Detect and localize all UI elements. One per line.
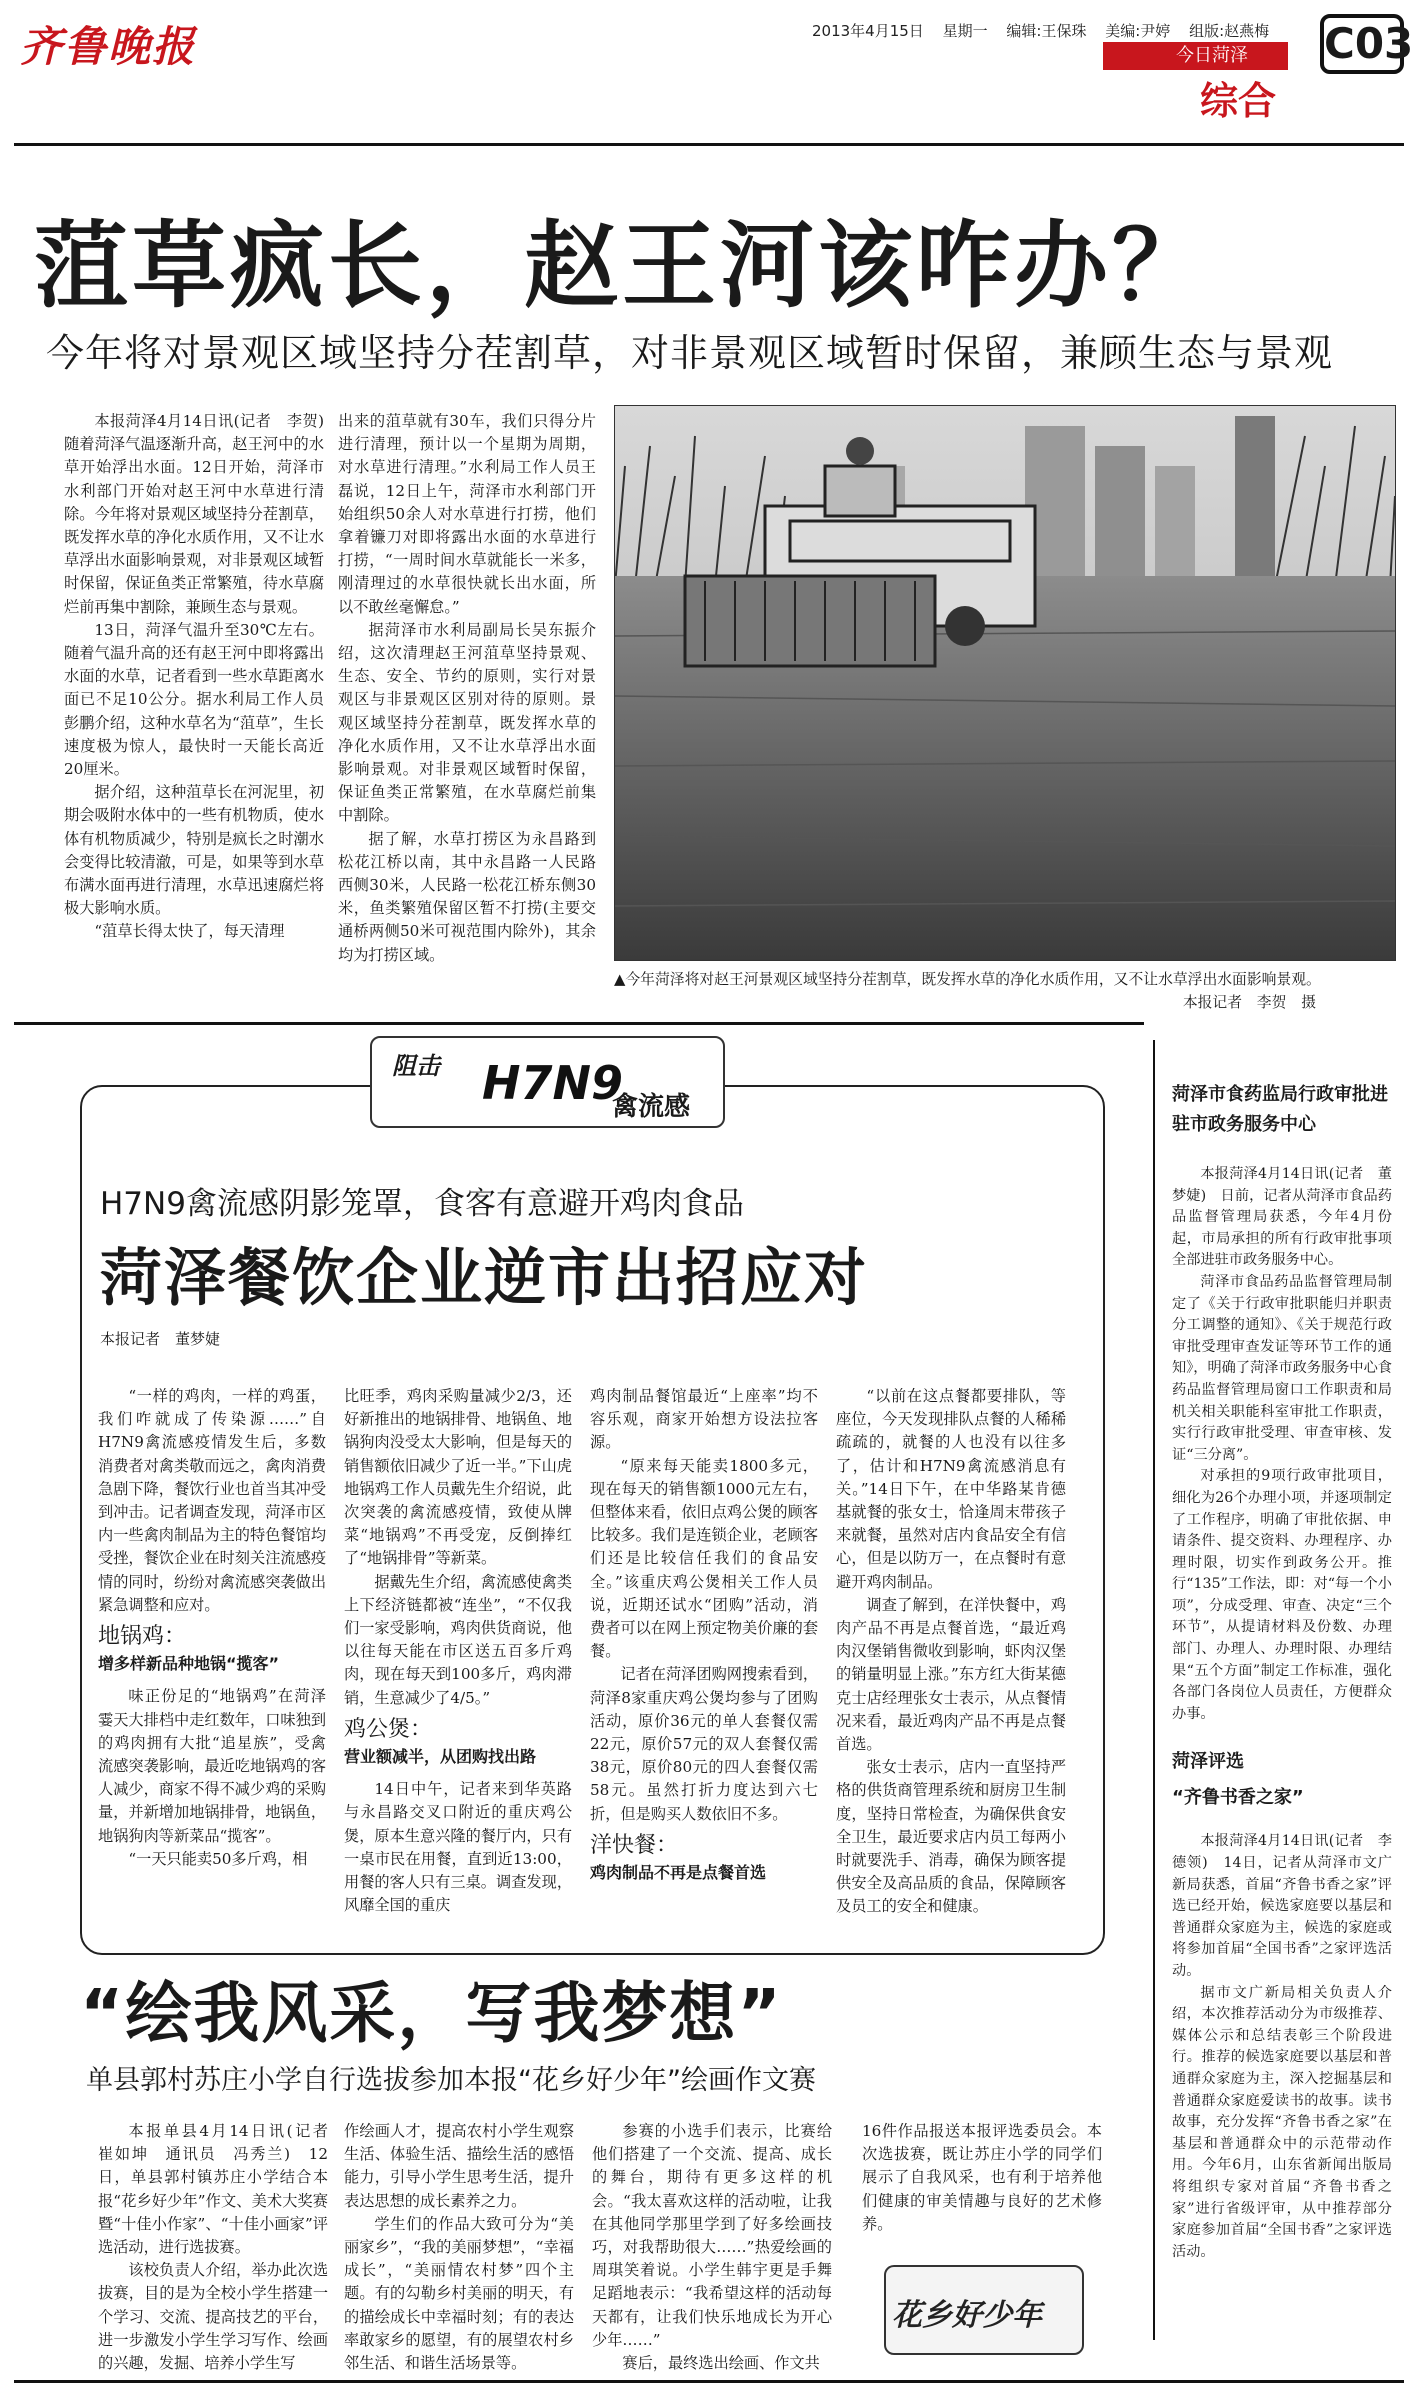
sidebar-item2-kicker: 菏泽评选	[1172, 1751, 1244, 1773]
sidebar-item2-body	[1172, 1831, 1392, 2263]
article1-column-1	[64, 410, 340, 944]
issue-editor: 编辑:王保珠	[1006, 22, 1087, 40]
h7n9-kicker: H7N9禽流感阴影笼罩，食客有意避开鸡肉食品	[100, 1186, 744, 1222]
page-number: C03	[1320, 14, 1404, 74]
issue-proof: 组版:赵燕梅	[1189, 22, 1270, 40]
paragraph: 张女士表示，店内一直坚持严格的供货商管理系统和厨房卫生制度，坚持日常检查，为确保供食安全卫生，最近要求店内员工每两小时就要洗手、消毒，确保为顾客提供安全及高品质的食品，保障顾客及员工的安全和健康。	[836, 1758, 1066, 1916]
article1-headline: 菹草疯长，赵王河该咋办？	[34, 212, 1211, 321]
newspaper-logo: 齐鲁晚报	[20, 22, 197, 71]
article3-column-2	[344, 2120, 574, 2375]
h7n9-logo-sub: 禽流感	[612, 1092, 691, 1122]
sidebar-item2-title: “齐鲁书香之家”	[1172, 1787, 1304, 1809]
paragraph: 13日，菏泽气温升至30℃左右。随着气温升高的还有赵王河中即将露出水面的水草，记者看到一些水草距离水面已不足10公分。据水利局工作人员彭鹏介绍，这种水草名为“菹草”，生长速度极为惊人，最快时一天能长高近20厘米。	[64, 620, 324, 779]
article3-column-3	[592, 2120, 832, 2375]
paragraph: 菏泽市食品药品监督管理局制定了《关于行政审批职能归并职责分工调整的通知》、《关于规范行政审批受理审查发证等环节工作的通知》，明确了菏泽市政务服务中心食药品监督管理局窗口工作职责和局机关相关职能科室审批工作职责，实行行政审批受理、审查审核、发证“三分离”。	[1172, 1273, 1392, 1463]
h7n9-column-3	[590, 1385, 818, 1894]
subhead-diguoji: 地锅鸡：	[98, 1624, 187, 1650]
paragraph: 16件作品报送本报评选委员会。本次选拔赛，既让苏庄小学的同学们展示了自我风采，也有利于培养他们健康的审美情趣与良好的艺术修养。	[862, 2122, 1102, 2233]
paragraph: 对承担的9项行政审批项目，细化为26个办理小项，并逐项制定了工作程序，明确了审批依据、申请条件、提交资料、办理程序、办理时限，切实作到政务公开。推行“135”工作法，即：对“每一个小项”，分成受理、审查、决定“三个环节”，从提请材料及份数、办理部门、办理人、办理时限、办理结果“五个方面”制定工作标准，强化各部门各岗位人员责任，方便群众办事。	[1172, 1468, 1392, 1722]
paragraph: 赛后，最终选出绘画、作文共	[622, 2354, 820, 2373]
paragraph: 该校负责人介绍，举办此次选拔赛，目的是为全校小学生搭建一个学习、交流、提高技艺的平台，进一步激发小学生学习写作、绘画的兴趣，发掘、培养小学生写	[98, 2261, 328, 2373]
h7n9-column-4	[836, 1385, 1066, 1919]
paragraph: 学生们的作品大致可分为“美丽家乡”，“我的美丽梦想”，“幸福成长”，“美丽情农村梦”四个主题。有的勾勒乡村美丽的明天，有的描绘成长中幸福时刻；有的表达率敢家乡的愿望，有的展望农村乡邻生活、和谐生活场景等。	[344, 2214, 574, 2373]
paragraph: 本报单县4月14日讯(记者 崔如坤 通讯员 冯秀兰) 12日，单县郭村镇苏庄小学结合本报“花乡好少年”作文、美术大奖赛暨“十佳小作家”、“十佳小画家”评选活动，进行选拔赛。	[98, 2122, 344, 2257]
article3-headline: “绘我风采，写我梦想”	[80, 1975, 783, 2052]
h7n9-headline: 菏泽餐饮企业逆市出招应对	[100, 1241, 869, 1314]
sidebar	[1172, 1080, 1392, 2263]
h7n9-logo-main: H7N9	[482, 1056, 624, 1110]
top-divider	[14, 143, 1404, 146]
paragraph: 鸡肉制品餐馆最近“上座率”均不容乐观，商家开始想方设法拉客源。	[590, 1387, 818, 1452]
issue-weekday: 星期一	[942, 22, 988, 40]
paragraph: “菹草长得太快了，每天清理	[94, 922, 285, 941]
article1-subheadline: 今年将对景观区域坚持分茬割草，对非景观区域暂时保留，兼顾生态与景观	[46, 331, 1334, 375]
paragraph: “一天只能卖50多斤鸡，相	[128, 1849, 308, 1868]
h7n9-column-2	[344, 1385, 572, 1917]
issue-info	[812, 20, 1283, 41]
article3-column-4	[862, 2120, 1102, 2236]
paragraph: 据菏泽市水利局副局长吴东振介绍，这次清理赵王河菹草坚持景观、生态、安全、节约的原则，实行对景观区与非景观区区别对待的原则。景观区域坚持分茬割草，既发挥水草的净化水质作用，又不让水草浮出水面影响景观。对非景观区域暂时保留，保证鱼类正常繁殖，在水草腐烂前集中割除。	[338, 620, 596, 825]
paragraph: 记者在菏泽团购网搜索看到，菏泽8家重庆鸡公煲均参与了团购活动，原价36元的单人套餐仅需22元，原价57元的双人套餐仅需38元，原价80元的四人套餐仅需58元。虽然打折力度达到六七折，但是购买人数依旧不多。	[590, 1665, 818, 1823]
h7n9-column-1	[98, 1385, 326, 1871]
section-tag: 今日菏泽	[1103, 42, 1288, 70]
river-cleanup-photo	[614, 405, 1396, 961]
issue-date: 2013年4月15日	[812, 22, 924, 40]
paragraph: 据市文广新局相关负责人介绍，本次推荐活动分为市级推荐、媒体公示和总结表彰三个阶段进行。推荐的候选家庭要以基层和普通群众家庭为主，深入挖掘基层和普通群众家庭爱读书的故事。读书故事，充分发挥“齐鲁书香之家”在基层和普通群众中的示范带动作用。今年6月，山东省新闻出版局将组织专家对首届“齐鲁书香之家”进行省级评审，从中推荐部分家庭参加首届“全国书香”之家评选活动。	[1172, 1984, 1392, 2260]
mid-divider	[14, 1022, 1144, 1025]
paragraph: 调查了解到，在洋快餐中，鸡肉产品不再是点餐首选，“最近鸡肉汉堡销售微收到影响，虾肉汉堡的销量明显上涨。”东方红大街某德克士店经理张女士表示，从点餐情况来看，最近鸡肉产品不再是点餐首选。	[836, 1595, 1066, 1754]
h7n9-byline: 本报记者 董梦婕	[100, 1330, 221, 1348]
paragraph: 据介绍，这种菹草长在河泥里，初期会吸附水体中的一些有机物质，使水体有机物质减少，特别是疯长之时潮水会变得比较清澈，可是，如果等到水草布满水面再进行清理，水草迅速腐烂将极大影响水质。	[64, 783, 324, 918]
photo-credit: 本报记者 李贺 摄	[1182, 994, 1316, 1011]
bottom-divider	[14, 2380, 1404, 2383]
paragraph: “以前在这点餐都要排队，等座位，今天发现排队点餐的人稀稀疏疏的，就餐的人也没有以往多了，估计和H7N9禽流感消息有关。”14日下午，在中华路某肯德基就餐的张女士，恰逢周末带孩子来就餐，虽然对店内食品安全有信心，但是以防万一，在点餐时有意避开鸡肉制品。	[836, 1387, 1066, 1591]
paragraph: 出来的菹草就有30车，我们只得分片进行清理，预计以一个星期为周期，对水草进行清理。”水利局工作人员王磊说，12日上午，菏泽市水利部门开始组织50余人对水草进行打捞，他们拿着镰刀对即将露出水面的水草进行打捞，“一周时间水草就能长一米多，刚清理过的水草很快就长出水面，所以不敢丝毫懈怠。”	[338, 412, 596, 616]
section-name: 综合	[1200, 79, 1277, 123]
subhead-yangkuaican: 洋快餐：	[590, 1832, 679, 1858]
photo-caption	[614, 968, 1396, 1014]
paragraph: 14日中午，记者来到华英路与永昌路交叉口附近的重庆鸡公煲，原本生意兴隆的餐厅内，只有一桌市民在用餐，直到近13:00，用餐的客人只有三桌。调查发现，风靡全国的重庆	[344, 1780, 572, 1915]
subhead-jigongbao-bold: 营业额减半，从团购找出路	[344, 1747, 537, 1767]
subhead-yangkuaican-bold: 鸡肉制品不再是点餐首选	[590, 1863, 767, 1883]
article3-subheadline: 单县郭村苏庄小学自行选拔参加本报“花乡好少年”绘画作文赛	[86, 2065, 816, 2096]
paragraph: 据戴先生介绍，禽流感使禽类上下经济链都被“连坐”，“不仅我们一家受影响，鸡肉供货商说，他以往每天能在市区送五百多斤鸡肉，现在每天到100多斤，鸡肉滞销，生意减少了4/5。”	[344, 1572, 572, 1707]
sidebar-divider	[1153, 1040, 1155, 2340]
paragraph: 本报菏泽4月14日讯(记者 李德领) 14日，记者从菏泽市文广新局获悉，首届“齐鲁书香之家”评选已经开始，候选家庭要以基层和普通群众家庭为主，候选的家庭或将参加首届“全国书香”之家评选活动。	[1172, 1833, 1392, 1979]
subhead-jigongbao: 鸡公煲：	[344, 1716, 433, 1742]
paragraph: 比旺季，鸡肉采购量减少2/3，还好新推出的地锅排骨、地锅鱼、地锅狗肉没受太大影响，但是每天的销售额依旧减少了近一半。”下山虎地锅鸡工作人员戴先生介绍说，此次突袭的禽流感疫情，致使从牌菜“地锅鸡”不再受宠，反倒捧红了“地锅排骨”等新菜。	[344, 1387, 572, 1568]
issue-art-editor: 美编:尹婷	[1105, 22, 1171, 40]
paragraph: 参赛的小选手们表示，比赛给他们搭建了一个交流、提高、成长的舞台，期待有更多这样的机会。“我太喜欢这样的活动啦，让我在其他同学那里学到了好多绘画技巧，对我帮助很大……”热爱绘画的周琪笑着说。小学生韩宇更是手舞足蹈地表示：“我希望这样的活动每天都有，让我们快乐地成长为开心少年……”	[592, 2122, 832, 2349]
sidebar-item1-title: 菏泽市食药监局行政审批进驻市政务服务中心	[1172, 1084, 1388, 1135]
paragraph: 味正份足的“地锅鸡”在菏泽霎天大排档中走红数年，口味独到的鸡肉拥有大批“追星族”，受禽流感突袭影响，最近吃地锅鸡的客人减少，商家不得不减少鸡的采购量，并新增加地锅排骨，地锅鱼，地锅狗肉等新菜品“揽客”。	[98, 1687, 326, 1845]
article3-column-1	[98, 2120, 344, 2375]
h7n9-logo-top: 阻击	[392, 1052, 440, 1080]
caption-text: ▲今年菏泽将对赵王河景观区域坚持分茬割草，既发挥水草的净化水质作用，又不让水草浮出水面影响景观。	[614, 971, 1321, 988]
h7n9-logo	[370, 1036, 725, 1128]
huaxiang-badge-text: 花乡好少年	[892, 2298, 1042, 2333]
subhead-diguoji-bold: 增多样新品种地锅“揽客”	[98, 1654, 280, 1674]
paragraph: “一样的鸡肉，一样的鸡蛋，我们咋就成了传染源……”自H7N9禽流感疫情发生后，多数消费者对禽类敬而远之，禽肉消费急剧下降，餐饮行业也首当其冲受到冲击。记者调查发现，菏泽市区内一些禽肉制品为主的特色餐馆均受挫，餐饮企业在时刻关注流感疫情的同时，纷纷对禽流感突袭做出紧急调整和应对。	[98, 1387, 326, 1614]
sidebar-item1-body	[1172, 1164, 1392, 1725]
paragraph: “原来每天能卖1800多元，现在每天的销售额1000元左右，但整体来看，依旧点鸡公煲的顾客比较多。我们是连锁企业，老顾客们还是比较信任我们的食品安全。”该重庆鸡公煲相关工作人员说，近期还试水“团购”活动，消费者可以在网上预定物美价廉的套餐。	[590, 1456, 818, 1661]
photo-illustration	[615, 406, 1396, 961]
article1-column-2	[338, 410, 596, 967]
paragraph: 本报菏泽4月14日讯(记者 李贺) 随着菏泽气温逐渐升高，赵王河中的水草开始浮出水面。12日开始，菏泽市水利部门开始对赵王河中水草进行清除。今年将对景观区域坚持分茬割草，既发挥水草的净化水质作用，又不让水草浮出水面影响景观，对非景观区域暂时保留，保证鱼类正常繁殖，待水草腐烂前再集中割除，兼顾生态与景观。	[64, 412, 340, 616]
paragraph: 本报菏泽4月14日讯(记者 董梦婕) 日前，记者从菏泽市食品药品监督管理局获悉，今年4月份起，市局承担的所有行政审批事项全部进驻市政务服务中心。	[1172, 1166, 1392, 1269]
paragraph: 据了解，水草打捞区为永昌路到松花江桥以南，其中永昌路一人民路西侧30米，人民路一松花江桥东侧30米，鱼类繁殖保留区暂不打捞(主要交通桥两侧50米可视范围内除外)，其余均为打捞区域。	[338, 829, 596, 964]
paragraph: 作绘画人才，提高农村小学生观察生活、体验生活、描绘生活的感悟能力，引导小学生思考生活，提升表达思想的成长素养之力。	[344, 2122, 574, 2210]
